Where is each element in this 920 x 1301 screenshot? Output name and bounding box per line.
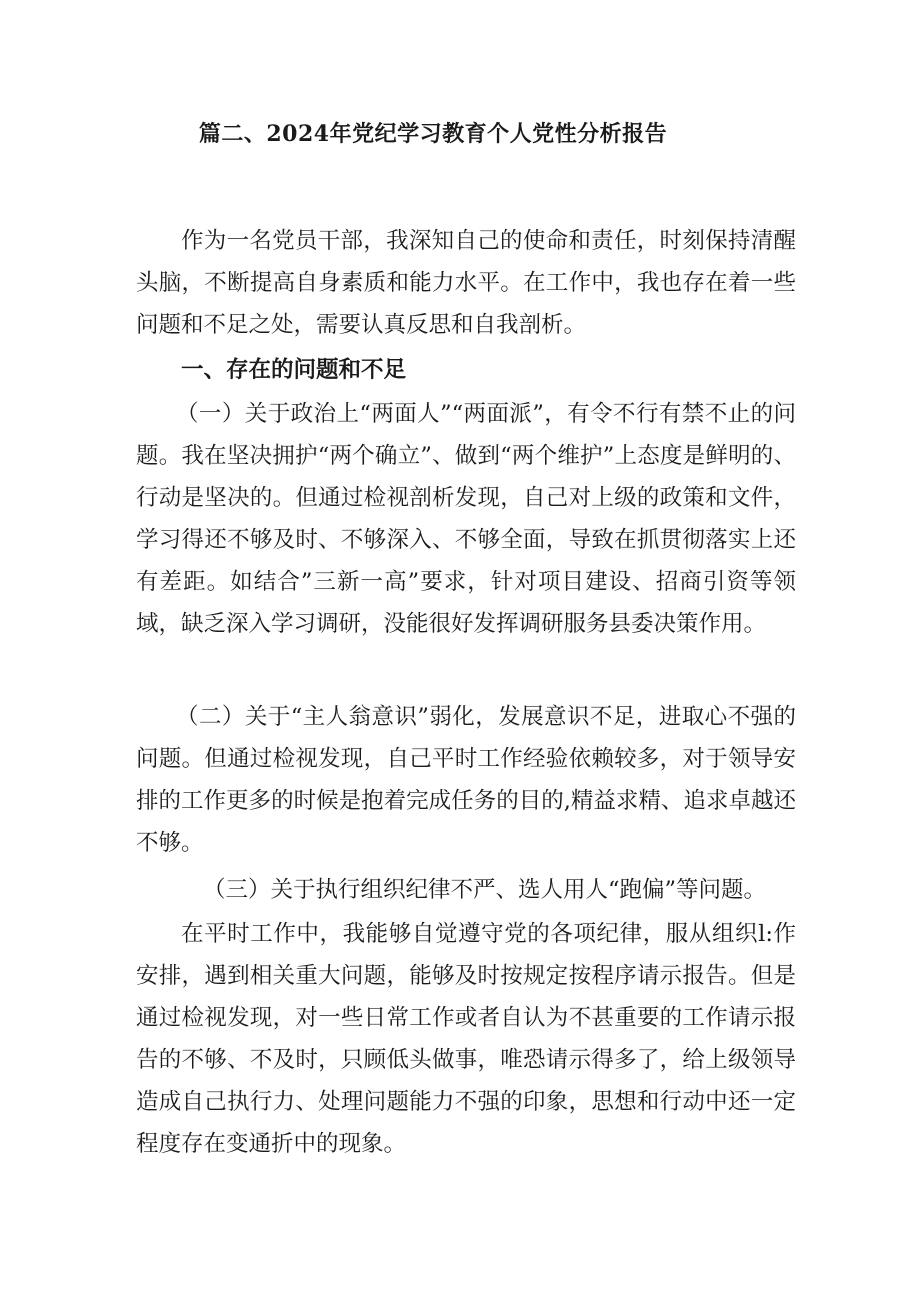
item-3-heading: （三）关于执行组织纪律不严、选人用人“跑偏”等问题。	[203, 877, 767, 903]
item-1-paragraph: （一）关于政治上“两面人”“两面派”，有令不行有禁不止的问题。我在坚决拥护“两个确立”、做到“两个维护”上态度是鲜明的、行动是坚决的。但通过检视剖析发现，自己对上级的政策和文件，学习得还不够及时、不够深入、不够全面，导致在抓贯彻落实上还有差距。如结合”三新一高”要求，针对项目建设、招商引资等领域，缺乏深入学习调研，没能很好发挥调研服务县委决策作用。	[136, 401, 796, 637]
intro-paragraph: 作为一名党员干部，我深知自己的使命和责任，时刻保持清醒头脑，不断提高自身素质和能力水平。在工作中，我也存在着一些问题和不足之处，需要认真反思和自我剖析。	[136, 228, 796, 338]
item-2-paragraph: （二）关于“主人翁意识”弱化，发展意识不足，进取心不强的问题。但通过检视发现，自己平时工作经验依赖较多，对于领导安排的工作更多的时候是抱着完成任务的目的,精益求精、追求卓越还不够。	[136, 704, 796, 856]
item-3-paragraph: 在平时工作中，我能够自觉遵守党的各项纪律，服从组织l:作安排，遇到相关重大问题，能够及时按规定按程序请示报告。但是通过检视发现，对一些日常工作或者自认为不甚重要的工作请示报告的不够、不及时，只顾低头做事，唯恐请示得多了，给上级领导造成自己执行力、处理问题能力不强的印象，思想和行动中还一定程度存在变通折中的现象。	[136, 921, 796, 1157]
document-title: 篇二、2024年党纪学习教育个人党性分析报告	[198, 121, 668, 147]
section-heading: 一、存在的问题和不足	[181, 357, 407, 383]
